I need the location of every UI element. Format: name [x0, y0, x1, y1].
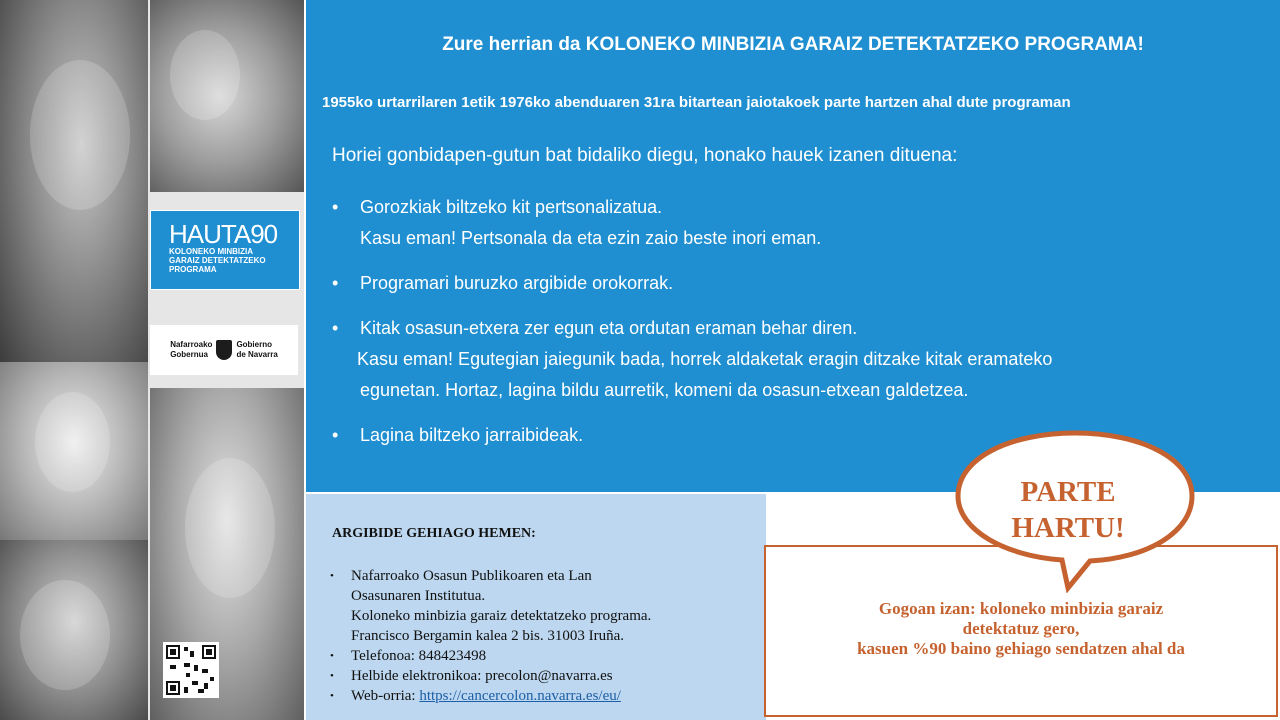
parte-hartu-callout: [968, 474, 1168, 546]
bullet-line: egunetan. Hortaz, lagina bildu aurretik, komeni da osasun-etxean galdetzea.: [360, 380, 969, 400]
info-item-phone: • Telefonoa: 848423498: [328, 646, 651, 666]
bullet-item: [332, 192, 1252, 254]
photo-man-glasses: [0, 540, 148, 720]
main-panel: [306, 0, 1280, 492]
hauta90-title: HAUTA90: [169, 219, 278, 249]
web-link[interactable]: https://cancercolon.navarra.es/eu/: [419, 688, 621, 704]
info-item-address: • Nafarroako Osasun Publikoaren eta Lan Osasunaren Institutua. Koloneko minbizia garaiz detektatzeko programa. Francisco Bergamin kalea 2 bis. 31003 Iruña.: [330, 568, 652, 644]
info-box: [306, 492, 766, 720]
info-list: [328, 566, 651, 706]
hauta90-subtitle-3: PROGRAMA: [169, 265, 217, 274]
bullet-list: [332, 192, 1252, 465]
info-item-email: • Helbide elektronikoa: precolon@navarra.es: [328, 666, 651, 686]
info-line: Koloneko minbizia garaiz detektatzeko programa.: [351, 608, 652, 624]
reminder-line: detektatuz gero,: [962, 619, 1080, 638]
coat-of-arms-icon: [216, 340, 232, 360]
web-label: Web-orria:: [351, 688, 420, 704]
reminder-line: kasuen %90 baino gehiago sendatzen ahal da: [857, 639, 1185, 658]
main-title: Zure herrian da KOLONEKO MINBIZIA GARAIZ DETEKTATZEKO PROGRAMA!: [442, 34, 1144, 55]
bubble-line-1: PARTE: [1020, 476, 1116, 508]
qr-code-icon: [163, 642, 219, 698]
info-line: Francisco Bergamin kalea 2 bis. 31003 Iruña.: [351, 628, 624, 644]
info-line: Helbide elektronikoa: precolon@navarra.es: [351, 668, 613, 684]
gov-left-2: Gobernua: [170, 350, 208, 359]
bullet-dot: •: [332, 318, 339, 338]
bullet-dot: •: [332, 425, 339, 445]
photo-woman-glasses: [0, 362, 148, 540]
photo-man-portrait: [0, 0, 148, 362]
info-line: Nafarroako Osasun Publikoaren eta Lan: [351, 568, 592, 584]
gov-right-2: de Navarra: [236, 350, 278, 359]
photo-elderly-couple: [150, 0, 304, 192]
bullet-line: Gorozkiak biltzeko kit pertsonalizatua.: [360, 197, 663, 217]
gov-left-1: Nafarroako: [170, 340, 213, 349]
main-subtitle: 1955ko urtarrilaren 1etik 1976ko abenduaren 31ra bitartean jaiotakoek parte hartzen ahal dute programan: [322, 94, 1071, 111]
bullet-line: Kitak osasun-etxera zer egun eta ordutan eraman behar diren.: [360, 318, 858, 338]
intro-text: Horiei gonbidapen-gutun bat bidaliko diegu, honako hauek izanen dituena:: [332, 145, 958, 166]
hauta90-logo: [150, 210, 300, 290]
info-title: ARGIBIDE GEHIAGO HEMEN:: [332, 526, 536, 541]
hauta90-subtitle-1: KOLONEKO MINBIZIA: [169, 247, 253, 256]
hauta90-subtitle-2: GARAIZ DETEKTATZEKO: [169, 256, 266, 265]
bullet-line: Kasu eman! Pertsonala da eta ezin zaio beste inori eman.: [360, 228, 822, 248]
bullet-line: Lagina biltzeko jarraibideak.: [360, 425, 584, 445]
bullet-dot: •: [332, 197, 339, 217]
info-item-web: • Web-orria: https://cancercolon.navarra.es/eu/: [330, 688, 621, 704]
photo-strip: [0, 0, 304, 720]
info-line: Telefonoa: 848423498: [351, 648, 487, 664]
bullet-item: [332, 268, 1252, 299]
bullet-dot: •: [332, 273, 339, 293]
bullet-item: [332, 313, 1252, 406]
bubble-line-2: HARTU!: [1011, 512, 1125, 544]
government-logo: [150, 325, 298, 375]
bullet-line: Kasu eman! Egutegian jaiegunik bada, horrek aldaketak eragin ditzake kitak eramateko: [357, 349, 1053, 369]
info-line: Osasunaren Institutua.: [351, 588, 486, 604]
bullet-line: Programari buruzko argibide orokorrak.: [360, 273, 674, 293]
reminder-line: Gogoan izan: koloneko minbizia garaiz: [878, 599, 1164, 618]
gov-right-1: Gobierno: [236, 340, 272, 349]
